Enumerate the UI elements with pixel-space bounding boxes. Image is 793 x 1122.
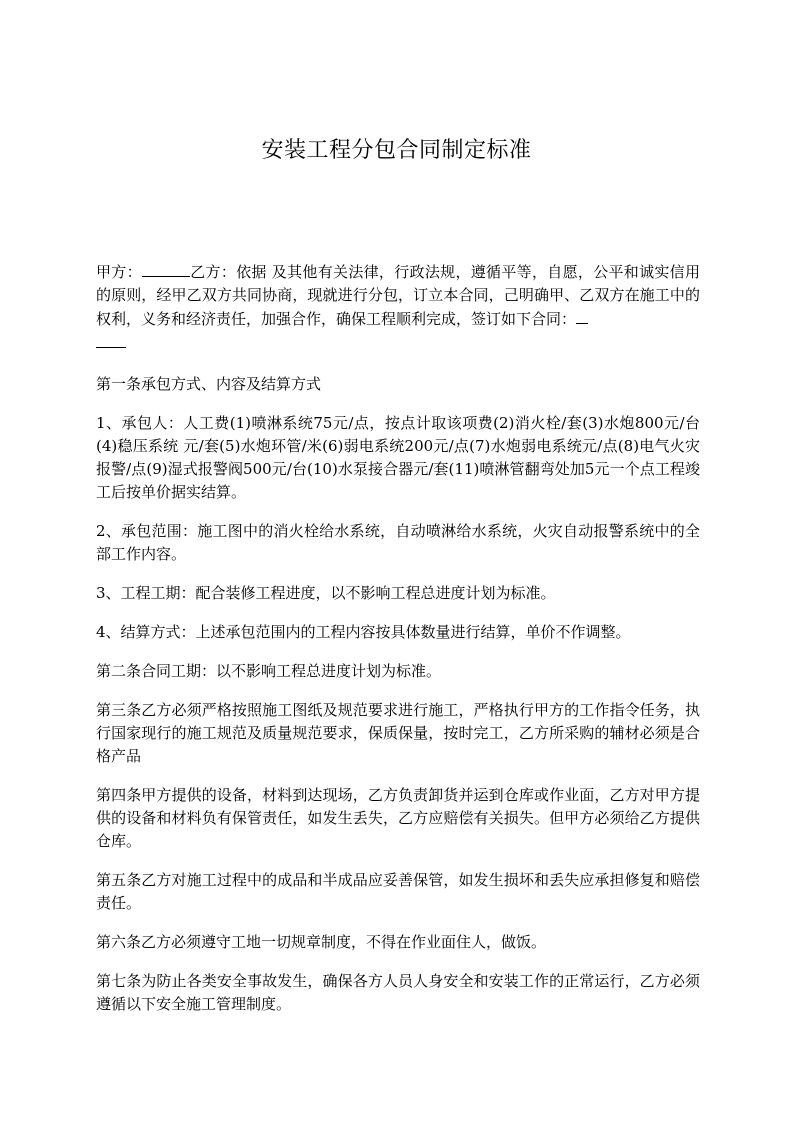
article-1-heading: 第一条承包方式、内容及结算方式 bbox=[96, 375, 322, 393]
article-7: 第七条为防止各类安全事故发生，确保各方人员人身安全和安装工作的正常运行，乙方必须遵循以下安全施工管理制度。 bbox=[96, 972, 700, 1013]
party-a-label: 甲方： bbox=[96, 263, 142, 281]
intro-paragraph bbox=[96, 260, 700, 355]
party-b-text: 乙方：依据 及其他有关法律，行政法规，遵循平等，自愿，公平和诚实信用的原则，经甲乙双方共同协商，现就进行分包，订立本合同，己明确甲、乙双方在施工中的权利，义务和经济责任，加强合作，确保工程顺利完成，签订如下合同： bbox=[96, 263, 700, 328]
party-a-blank bbox=[142, 260, 190, 277]
article-3: 第三条乙方必须严格按照施工图纸及规范要求进行施工，严格执行甲方的工作指令任务，执行国家现行的施工规范及质量规范要求，保质保量，按时完工，乙方所采购的辅材必须是合格产品 bbox=[96, 701, 700, 765]
article-6: 第六条乙方必须遵守工地一切规章制度，不得在作业面住人，做饭。 bbox=[96, 933, 547, 951]
article-2: 第二条合同工期：以不影响工程总进度计划为标准。 bbox=[96, 662, 442, 680]
signature-blank bbox=[576, 307, 588, 324]
clause-1-labor-cost: 1、承包人：人工费(1)喷淋系统75元/点，按点计取该项费(2)消火栓/套(3)水炮800元/台(4)稳压系统 元/套(5)水炮环管/米(6)弱电系统200元/点(7)水炮弱电系统元/点(8)电气火灾报警/点(9)湿式报警阀500元/台(10)水泵接合器元/套(11)喷淋管翻弯处加5元一个点工程竣工后按单价据实结算。 bbox=[96, 414, 700, 501]
signature-blank-continued bbox=[96, 331, 126, 348]
document-title: 安装工程分包合同制定标准 bbox=[261, 138, 532, 163]
clause-4-settlement: 4、结算方式：上述承包范围内的工程内容按具体数量进行结算，单价不作调整。 bbox=[96, 623, 631, 641]
article-4: 第四条甲方提供的设备，材料到达现场，乙方负责卸货并运到仓库或作业面，乙方对甲方提供的设备和材料负有保管责任，如发生丢失，乙方应赔偿有关损失。但甲方必须给乙方提供仓库。 bbox=[96, 786, 700, 850]
article-5: 第五条乙方对施工过程中的成品和半成品应妥善保管，如发生损坏和丢失应承担修复和赔偿责任。 bbox=[96, 871, 700, 912]
clause-2-scope: 2、承包范围：施工图中的消火栓给水系统，自动喷淋给水系统，火灾自动报警系统中的全部工作内容。 bbox=[96, 522, 700, 563]
clause-3-schedule: 3、工程工期：配合装修工程进度，以不影响工程总进度计划为标准。 bbox=[96, 584, 556, 602]
document-body bbox=[96, 260, 700, 1032]
